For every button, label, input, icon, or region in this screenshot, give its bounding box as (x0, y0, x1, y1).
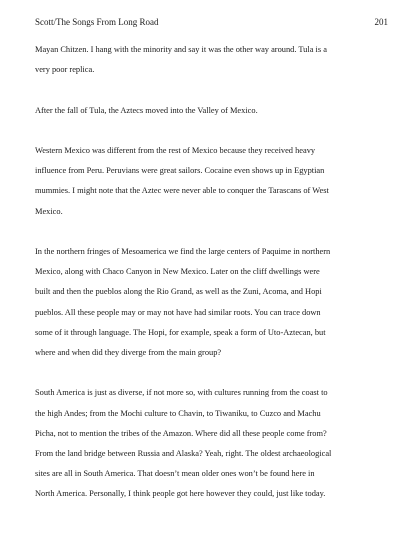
text-line: where and when did they diverge from the main group? (35, 348, 222, 357)
paragraph (35, 101, 391, 121)
text-line: Mayan Chitzen. I hang with the minority and say it was the other way around. Tula is a (35, 45, 327, 54)
text-line: Mexico. (35, 206, 63, 216)
page-header (35, 17, 388, 28)
text-line: Picha, not to mention the tribes of the Amazon. Where did all these people come from? (35, 428, 327, 438)
text-line: Mexico, along with Chaco Canyon in New Mexico. Later on the cliff dwellings were (35, 267, 320, 277)
text-line: South America is just as diverse, if not more so, with cultures running from the coast to (35, 388, 328, 398)
text-line: mummies. I might note that the Aztec were never able to conquer the Tarascans of West (35, 186, 329, 196)
paragraph (35, 242, 391, 363)
text-line: sites are all in South America. That doesn’t mean older ones won’t be found here in (35, 469, 315, 479)
paragraph (35, 141, 391, 222)
text-line: influence from Peru. Peruvians were great sailors. Cocaine even shows up in Egyptian (35, 166, 325, 176)
text-line: some of it through language. The Hopi, for example, speak a form of Uto-Aztecan, but (35, 327, 326, 337)
text-line: pueblos. All these people may or may not have had similar roots. You can trace down (35, 307, 321, 317)
text-line: built and then the pueblos along the Rio Grand, as well as the Zuni, Acoma, and Hopi (35, 287, 322, 297)
text-line: the high Andes; from the Mochi culture to Chavin, to Tiwaniku, to Cuzco and Machu (35, 408, 321, 418)
body-text (35, 40, 391, 525)
running-title: Scott/The Songs From Long Road (35, 17, 159, 27)
text-line: very poor replica. (35, 65, 95, 75)
text-line: In the northern fringes of Mesoamerica we find the large centers of Paquime in northern (35, 246, 331, 256)
page-number: 201 (374, 17, 388, 27)
paragraph (35, 40, 391, 80)
text-line: Western Mexico was different from the rest of Mexico because they received heavy (35, 145, 316, 155)
text-line: From the land bridge between Russia and Alaska? Yeah, right. The oldest archaeological (35, 449, 332, 458)
text-line: North America. Personally, I think people got here however they could, just like today. (35, 489, 326, 499)
text-line: After the fall of Tula, the Aztecs moved into the Valley of Mexico. (35, 105, 258, 115)
paragraph (35, 383, 391, 504)
